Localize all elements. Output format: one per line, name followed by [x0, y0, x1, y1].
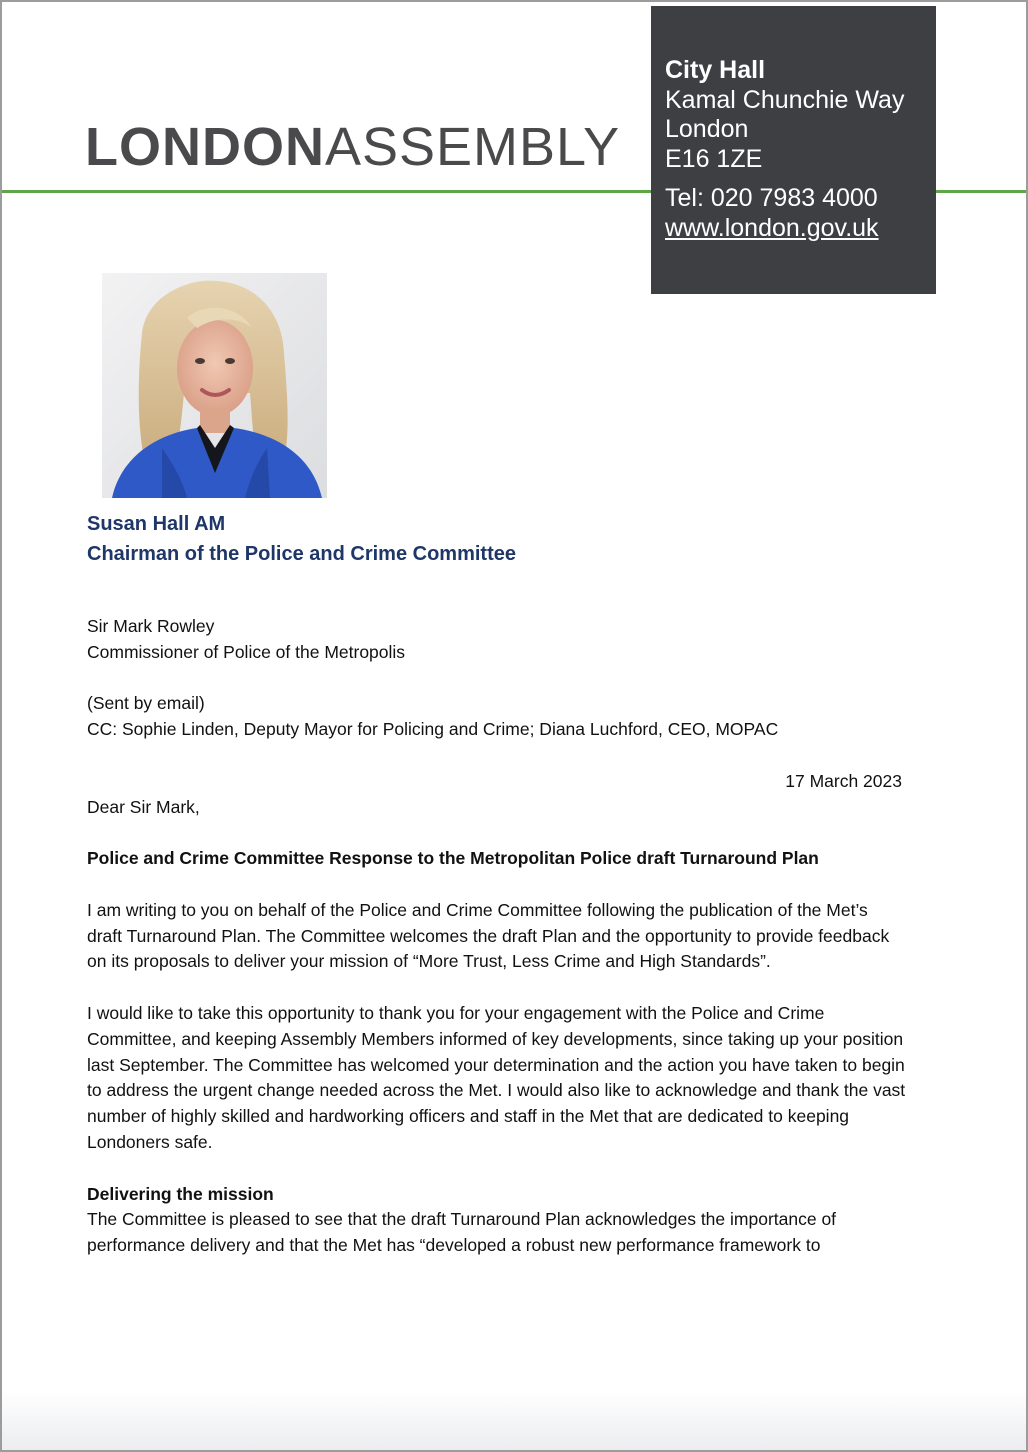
- section-paragraph: The Committee is pleased to see that the draft Turnaround Plan acknowledges the importance of performance delivery and that the Met has “developed a robust new performance framework to: [87, 1209, 837, 1256]
- signatory-photo: [102, 273, 327, 498]
- recipient-name: Sir Mark Rowley: [87, 616, 215, 636]
- salutation: Dear Sir Mark,: [87, 796, 200, 817]
- signatory-block: [87, 509, 516, 569]
- address-name: City Hall: [665, 56, 766, 84]
- logo-part-assembly: ASSEMBLY: [324, 117, 621, 177]
- page-bottom-edge: [2, 1390, 1026, 1450]
- section-heading: Delivering the mission: [87, 1183, 274, 1204]
- paragraph: I am writing to you on behalf of the Police and Crime Committee following the publication of the Met’s draft Turnaround Plan. The Committee welcomes the draft Plan and the opportunity to provide feedback on its proposals to deliver your mission of “More Trust, Less Crime and High Standards”.: [87, 899, 890, 972]
- cc-line: CC: Sophie Linden, Deputy Mayor for Policing and Crime; Diana Luchford, CEO, MOPAC: [87, 719, 779, 740]
- signatory-title: Chairman of the Police and Crime Committee: [87, 543, 516, 565]
- signatory-name: Susan Hall AM: [87, 513, 226, 535]
- recipient-title: Commissioner of Police of the Metropolis: [87, 641, 406, 662]
- letter-date: 17 March 2023: [785, 770, 902, 791]
- letter-subject: Police and Crime Committee Response to the Metropolitan Police draft Turnaround Plan: [87, 848, 819, 869]
- sent-by-note: (Sent by email): [87, 693, 205, 714]
- letter-body: [87, 614, 907, 1259]
- address-telephone: Tel: 020 7983 4000: [665, 184, 878, 212]
- address-postcode: E16 1ZE: [665, 144, 763, 173]
- logo-part-london: LONDON: [85, 117, 325, 177]
- address-city: London: [665, 115, 749, 143]
- address-street: Kamal Chunchie Way: [665, 85, 905, 114]
- address-box: [651, 6, 936, 294]
- london-assembly-logo: [85, 114, 620, 180]
- address-website-link[interactable]: www.london.gov.uk: [665, 213, 879, 242]
- portrait-image: [102, 273, 327, 498]
- paragraph: I would like to take this opportunity to thank you for your engagement with the Police and Crime Committee, and keeping Assembly Members informed of key developments, since taking up your position last September. The Committee has welcomed your determination and the action you have taken to begin to address the urgent change needed across the Met. I would also like to acknowledge and thank the vast number of highly skilled and hardworking officers and staff in the Met that are dedicated to keeping Londoners safe.: [87, 1002, 906, 1152]
- address-spacer: [665, 174, 926, 184]
